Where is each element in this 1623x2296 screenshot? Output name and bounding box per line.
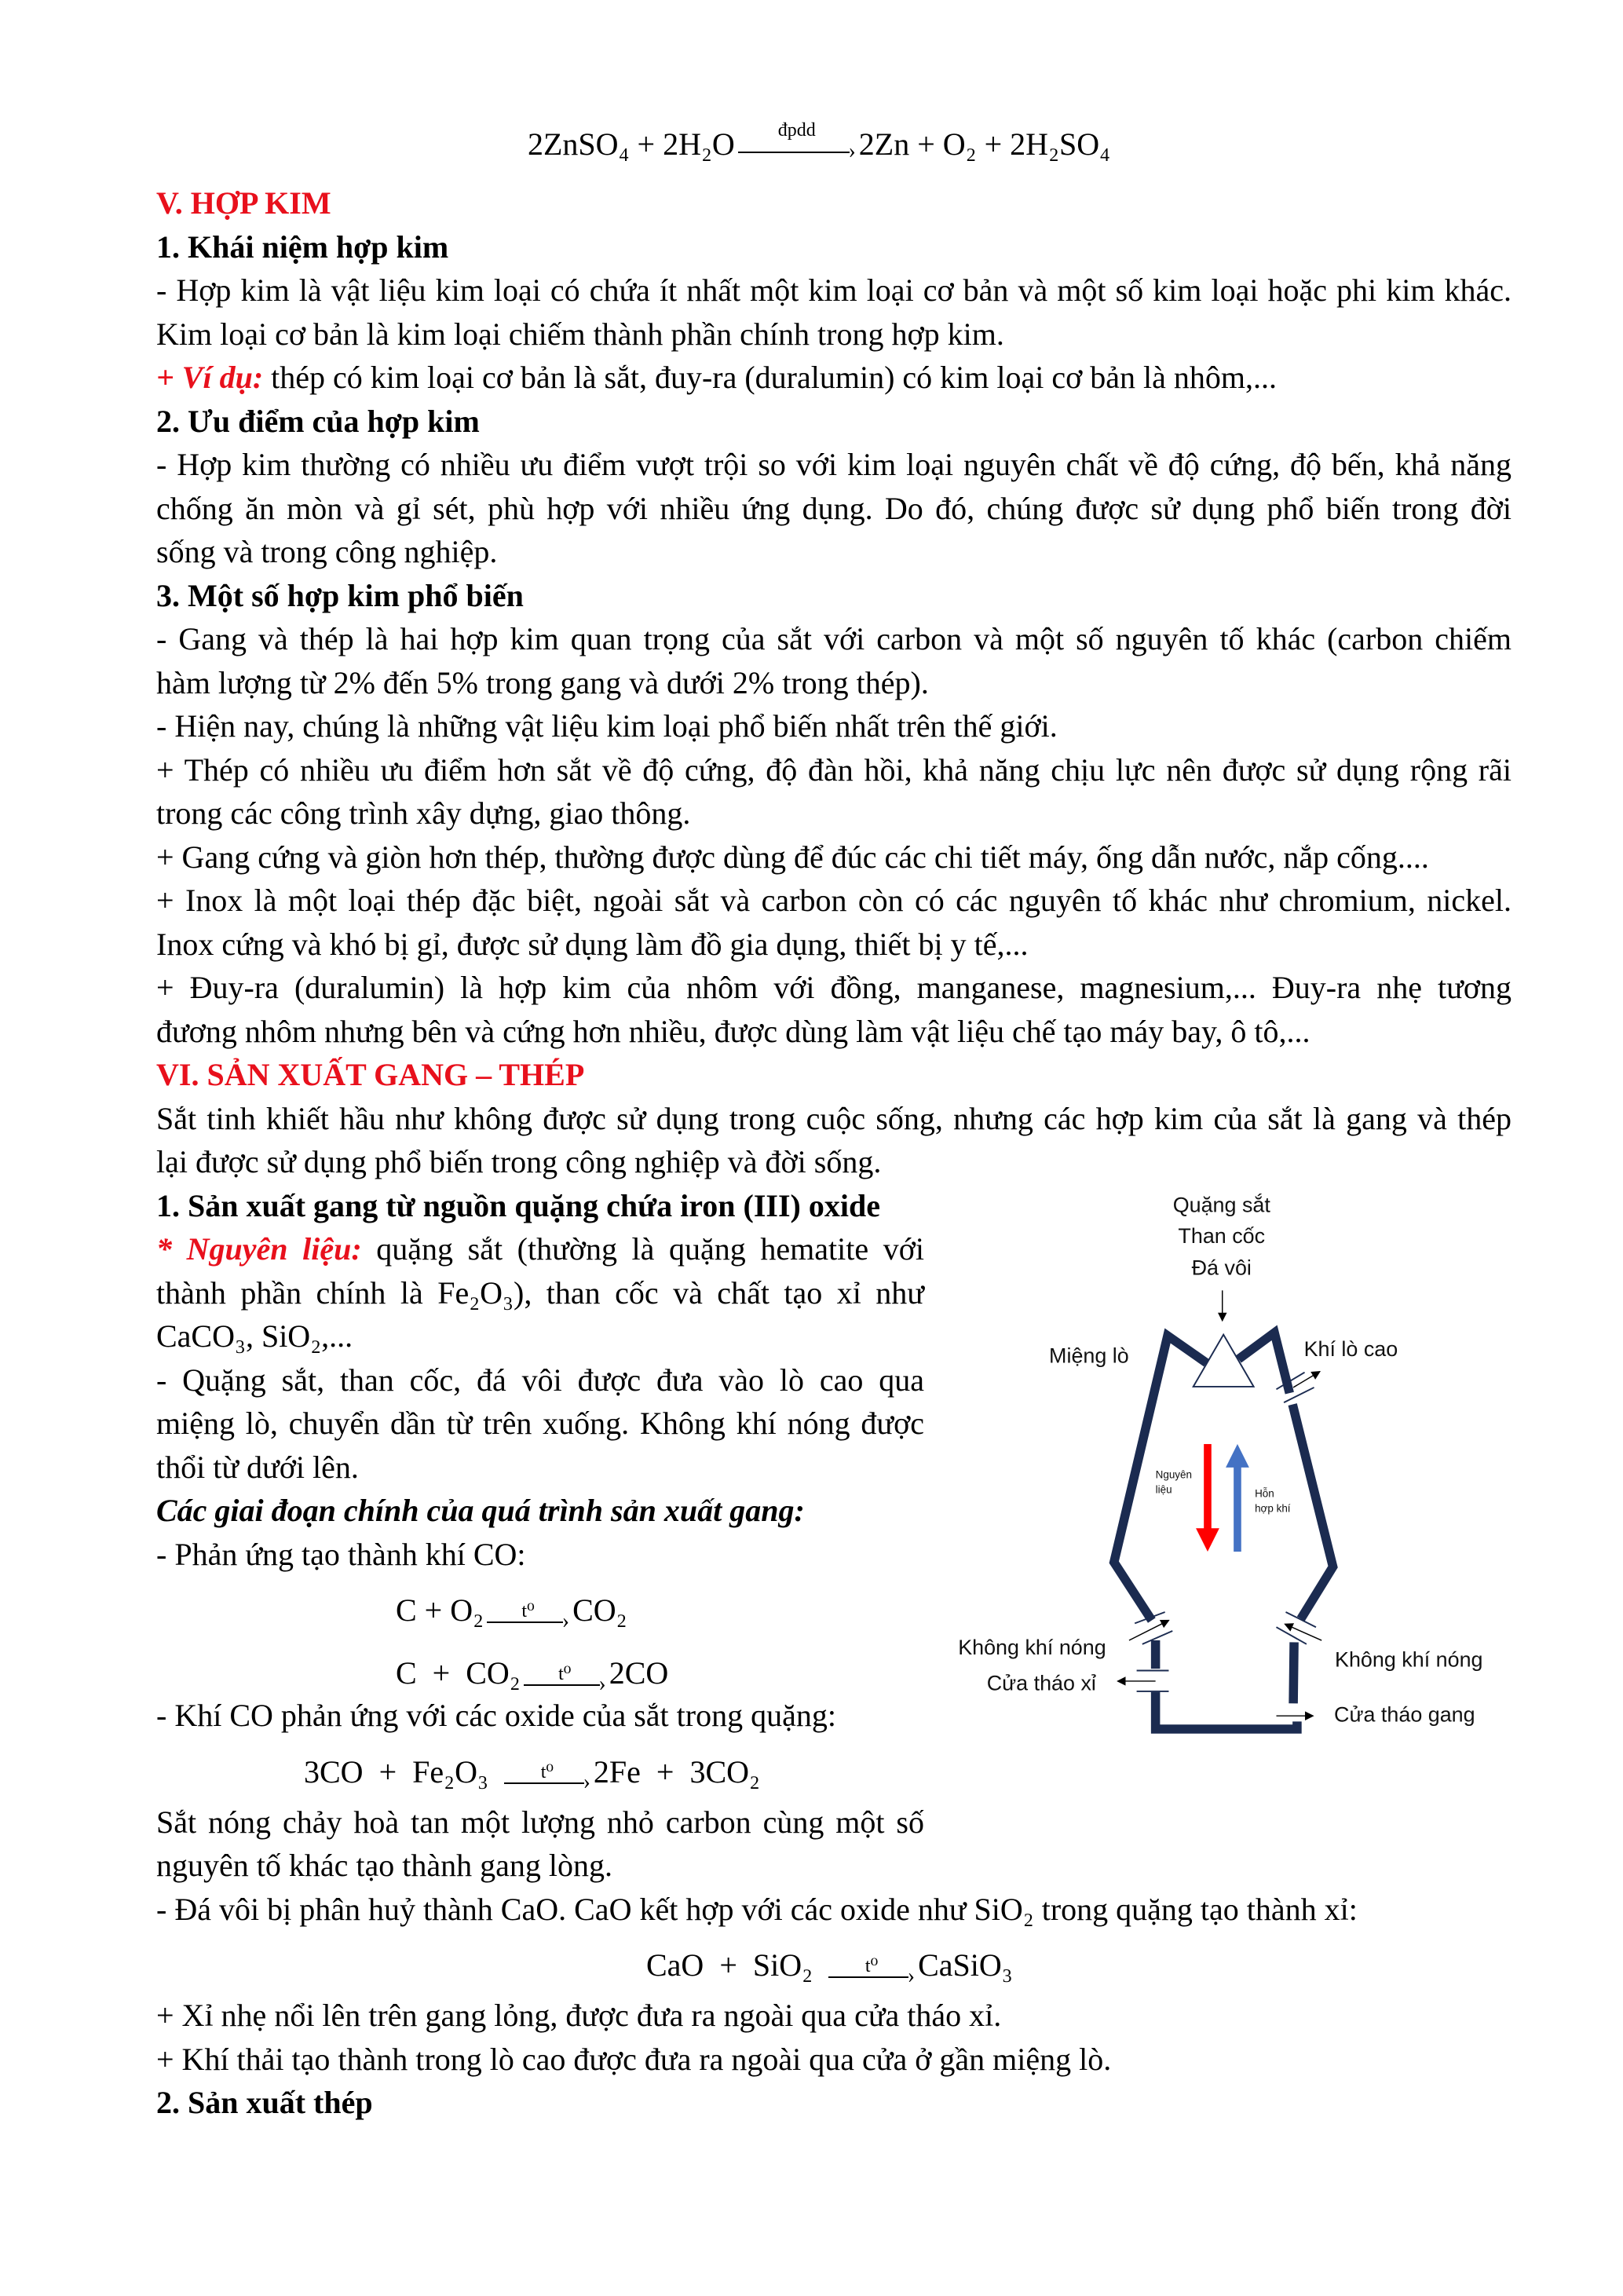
materials-label: * Nguyên liệu: (156, 1231, 362, 1267)
paragraph-line: thành phần chính là Fe₂O₃), than cốc và chất tạo xỉ như (156, 1274, 924, 1311)
paragraph-line: thổi từ dưới lên. (156, 1449, 359, 1485)
example-text: thép có kim loại cơ bản là sắt, đuy-ra (duralumin) có kim loại cơ bản là nhôm,... (263, 360, 1277, 395)
paragraph-line: + Đuy-ra (duralumin) là hợp kim của nhôm với đồng, manganese, magnesium,... Đuy-ra nhẹ tương (156, 970, 1512, 1005)
paragraph-line: - Gang và thép là hai hợp kim quan trọng của sắt với carbon và một số nguyên tố khác (carbon chiếm (156, 621, 1512, 656)
paragraph-line: + Xỉ nhẹ nổi lên trên gang lỏng, được đưa ra ngoài qua cửa tháo xỉ. (156, 1998, 1002, 2033)
down-flow-label: liệu (1155, 1483, 1172, 1496)
reaction-arrow: t⁰ › (504, 1762, 590, 1793)
paragraph-line: - Khí CO phản ứng với các oxide của sắt trong quặng: (156, 1698, 836, 1733)
reaction-condition: t⁰ (865, 1955, 879, 1976)
blast-furnace-gas-label: Khí lò cao (1303, 1337, 1398, 1362)
hot-air-left-label: Không khí nóng (958, 1635, 1106, 1659)
equation-lhs: C + O₂ (396, 1592, 484, 1628)
equation-rhs: CaSiO₃ (918, 1947, 1013, 1983)
slag-tap (1118, 1671, 1169, 1691)
hot-air-right-label: Không khí nóng (1335, 1647, 1483, 1672)
down-arrow-red (1196, 1444, 1219, 1552)
equation-lhs: 3CO + Fe₂O₃ (304, 1753, 488, 1790)
equation-c-o2 (396, 1589, 627, 1632)
vent-hot-air-left (1129, 1612, 1172, 1644)
equation-lhs: 2ZnSO₄ + 2H₂O (528, 126, 735, 162)
paragraph-line: - Đá vôi bị phân huỷ thành CaO. CaO kết hợp với các oxide như SiO₂ trong quặng tạo thành xỉ: (156, 1891, 1358, 1927)
paragraph-line: nguyên tố khác tạo thành gang lòng. (156, 1848, 612, 1883)
paragraph-line: - Hợp kim thường có nhiều ưu điểm vượt trội so với kim loại nguyên chất về độ cứng, độ bến, khả năng (156, 447, 1512, 482)
heading-cast-iron-production: 1. Sản xuất gang từ nguồn quặng chứa iron (III) oxide (156, 1187, 880, 1223)
blast-furnace-diagram (942, 1178, 1531, 1869)
paragraph-line: Sắt tinh khiết hầu như không được sử dụng trong cuộc sống, nhưng các hợp kim của sắt là gang và thép (156, 1100, 1512, 1136)
heading-steel-production: 2. Sản xuất thép (156, 2085, 373, 2120)
paragraph-line: hàm lượng từ 2% đến 5% trong gang và dưới 2% trong thép). (156, 664, 929, 700)
equation-lhs: CaO + SiO₂ (646, 1947, 813, 1983)
paragraph-line: lại được sử dụng phổ biến trong công nghiệp và đời sống. (156, 1144, 882, 1179)
paragraph-line: - Hiện nay, chúng là những vật liệu kim loại phổ biến nhất trên thế giới. (156, 708, 1058, 744)
paragraph-line: sống và trong công nghiệp. (156, 534, 498, 569)
paragraph-line: - Phản ứng tạo thành khí CO: (156, 1536, 526, 1572)
paragraph-line: - Hợp kim là vật liệu kim loại có chứa ít nhất một kim loại cơ bản và một số kim loại hoặc phi kim khác. (156, 272, 1512, 308)
paragraph-line: + Gang cứng và giòn hơn thép, thường được dùng để đúc các chi tiết máy, ống dẫn nước, nắp cống.... (156, 839, 1429, 875)
equation-rhs: CO₂ (572, 1592, 627, 1628)
reaction-condition: t⁰ (558, 1663, 572, 1684)
equation-rhs: 2CO (609, 1655, 669, 1691)
furnace-wall (1114, 1333, 1333, 1729)
reaction-arrow: đpdd › (738, 131, 856, 163)
equation-zinc-electrolysis (528, 120, 1111, 163)
paragraph-line: chống ăn mòn và gỉ sét, phù hợp với nhiều ứng dụng. Do đó, chúng được sử dụng phổ biến trong đời (156, 490, 1512, 526)
iron-exit-label: Cửa tháo gang (1334, 1702, 1475, 1727)
paragraph-line: + Inox là một loại thép đặc biệt, ngoài sắt và carbon còn có các nguyên tố khác như chromium, nickel. (156, 883, 1512, 918)
paragraph-line: + Khí thải tạo thành trong lò cao được đưa ra ngoài qua cửa ở gần miệng lò. (156, 2041, 1112, 2077)
paragraph-line: Kim loại cơ bản là kim loại chiếm thành phần chính trong hợp kim. (156, 316, 1004, 352)
up-flow-label: hợp khí (1255, 1502, 1291, 1515)
paragraph-line: Inox cứng và khó bị gỉ, được sử dụng làm đồ gia dụng, thiết bị y tế,... (156, 926, 1029, 962)
paragraph-line: Sắt nóng chảy hoà tan một lượng nhỏ carbon cùng một số (156, 1804, 924, 1840)
equation-cao-sio2 (646, 1943, 1013, 1987)
down-flow-label: Nguyên (1155, 1468, 1193, 1481)
heading-common-alloys: 3. Một số hợp kim phổ biến (156, 577, 524, 613)
paragraph-line: trong các công trình xây dựng, giao thông. (156, 795, 691, 831)
up-arrow-blue (1226, 1444, 1249, 1552)
example-label: + Ví dụ: (156, 360, 264, 395)
furnace-mouth-label: Miệng lò (1049, 1344, 1129, 1368)
equation-lhs: C + CO₂ (396, 1655, 521, 1691)
input-label: Than cốc (1178, 1223, 1266, 1248)
paragraph-line: CaCO₃, SiO₂,... (156, 1318, 353, 1354)
paragraph-line: + Thép có nhiều ưu điểm hơn sắt về độ cứng, độ đàn hồi, khả năng chịu lực nên được sử dụng rộng rãi (156, 751, 1512, 788)
stages-heading: Các giai đoạn chính của quá trình sản xuất gang: (156, 1493, 805, 1528)
heading-alloy-advantages: 2. Ưu điểm của hợp kim (156, 403, 480, 439)
section-v-title: V. HỢP KIM (156, 185, 331, 221)
materials-line (156, 1227, 924, 1271)
equation-rhs: 2Fe + 3CO₂ (593, 1753, 760, 1790)
equation-rhs: 2Zn + O₂ + 2H₂SO₄ (858, 126, 1111, 162)
slag-exit-label: Cửa tháo xỉ (986, 1671, 1096, 1695)
section-vi-title: VI. SẢN XUẤT GANG – THÉP (156, 1057, 585, 1092)
reaction-arrow: t⁰ › (487, 1601, 569, 1632)
paragraph-line: đương nhôm nhưng bên và cứng hơn nhiều, được dùng làm vật liệu chế tạo máy bay, ô tô,... (156, 1013, 1310, 1049)
paragraph-line: miệng lò, chuyển dần từ trên xuống. Không khí nóng được (156, 1406, 924, 1441)
input-label: Quặng sắt (1172, 1193, 1270, 1217)
up-flow-label: Hỗn (1255, 1487, 1274, 1500)
reaction-arrow: t⁰ › (828, 1956, 915, 1987)
reaction-condition: đpdd (777, 120, 816, 141)
reaction-arrow: t⁰ › (524, 1664, 606, 1695)
materials-text: quặng sắt (thường là quặng hematite với (361, 1231, 924, 1267)
equation-c-co2 (396, 1651, 668, 1695)
reaction-condition: t⁰ (521, 1600, 535, 1621)
reaction-condition: t⁰ (540, 1762, 554, 1782)
heading-alloy-concept: 1. Khái niệm hợp kim (156, 229, 449, 265)
equation-co-fe2o3 (304, 1750, 760, 1794)
equation-line (156, 1931, 1512, 1994)
input-label: Đá vôi (1191, 1256, 1252, 1280)
example-line (156, 356, 1512, 400)
paragraph-line: - Quặng sắt, than cốc, đá vôi được đưa vào lò cao qua (156, 1362, 924, 1398)
